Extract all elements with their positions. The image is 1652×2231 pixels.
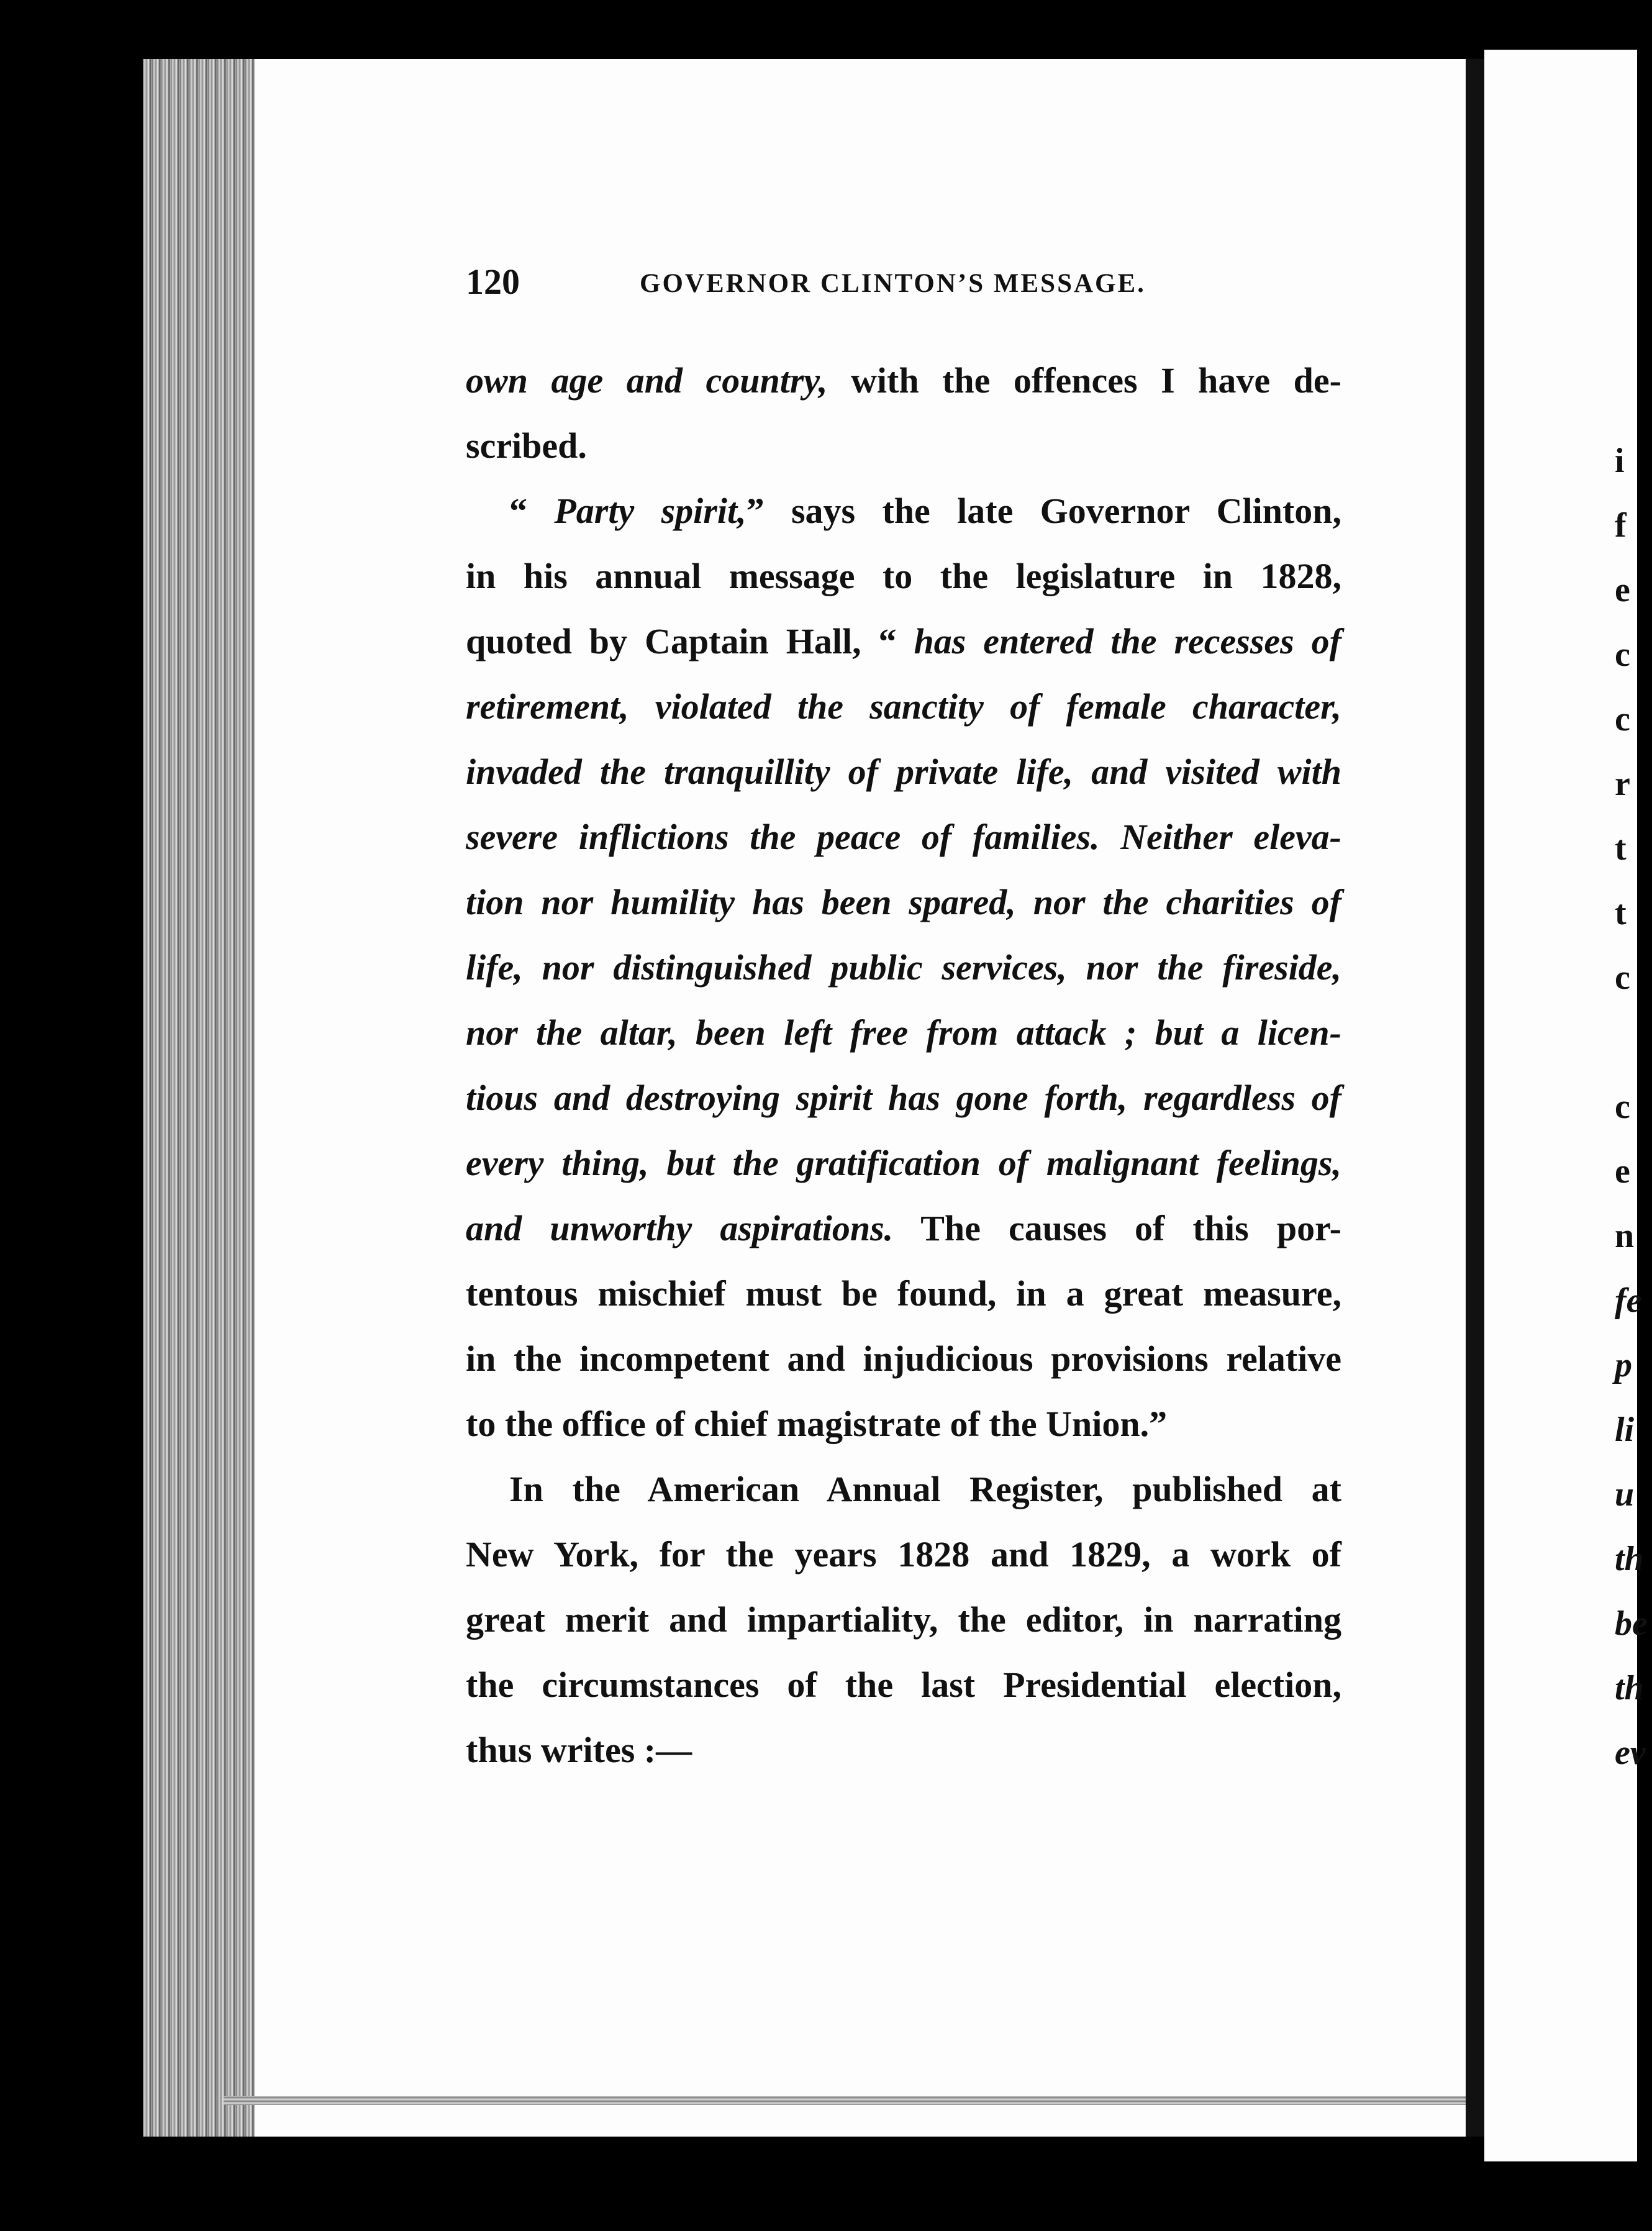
text-run: In the American Annual Register, published at: [509, 1469, 1341, 1509]
text-line: [466, 1196, 1341, 1261]
facing-page-fragment: t: [1615, 894, 1627, 932]
facing-page-fragment: c: [1615, 635, 1630, 674]
text-line: [466, 609, 1341, 674]
text-run: to the office of chief magistrate of the Union.”: [466, 1404, 1168, 1444]
text-run: nor the altar, been left free from attack ; but a licen-: [466, 1012, 1341, 1053]
text-run: severe inflictions the peace of families. Neither eleva-: [466, 817, 1341, 857]
facing-page-text-fragment: [1615, 429, 1652, 1785]
text-line: [466, 739, 1341, 804]
text-line: [466, 1000, 1341, 1065]
facing-page-fragment: e: [1615, 571, 1630, 609]
facing-page-fragment: c: [1615, 1088, 1630, 1126]
body-text: [466, 348, 1341, 1783]
facing-page-fragment: i: [1615, 442, 1625, 480]
facing-page-fragment: f: [1615, 506, 1627, 545]
facing-page-fragment: c: [1615, 958, 1630, 997]
text-run: retirement, violated the sanctity of female character,: [466, 686, 1341, 727]
text-run: and unworthy aspirations.: [466, 1208, 894, 1248]
facing-page-fragment: be: [1615, 1604, 1648, 1643]
running-title: GOVERNOR CLINTON’S MESSAGE.: [640, 269, 1146, 298]
text-run: with the offences I have de-: [827, 360, 1341, 401]
text-line: [466, 1652, 1341, 1717]
text-line: [466, 478, 1341, 543]
facing-page-fragment: p: [1615, 1346, 1632, 1384]
text-line: [466, 543, 1341, 609]
text-line: [466, 1261, 1341, 1326]
facing-page-fragment: ev: [1615, 1733, 1646, 1772]
text-run: New York, for the years 1828 and 1829, a work of: [466, 1534, 1341, 1574]
text-line: [466, 1391, 1341, 1456]
text-run: ” says the late Governor Clinton,: [746, 491, 1342, 531]
text-line: [466, 1717, 1341, 1783]
facing-page-fragment: n: [1615, 1217, 1635, 1255]
text-run: Party spirit,: [554, 491, 747, 531]
page-edges: [143, 59, 261, 2137]
book-gutter: [1466, 59, 1484, 2137]
text-line: [466, 1130, 1341, 1196]
text-line: [466, 1326, 1341, 1391]
facing-page-fragment: th: [1615, 1669, 1644, 1707]
text-run: scribed.: [466, 425, 587, 466]
text-line: [466, 1065, 1341, 1130]
text-line: [466, 935, 1341, 1000]
text-run: has entered the recesses of: [914, 621, 1342, 661]
facing-page-fragment: t: [1615, 829, 1627, 868]
text-run: tious and destroying spirit has gone forth, regardless of: [466, 1078, 1341, 1118]
text-line: [466, 674, 1341, 739]
text-run: in the incompetent and injudicious provisions relative: [466, 1338, 1341, 1379]
text-run: quoted by Captain Hall, “: [466, 621, 914, 661]
facing-page-fragment: [1615, 1010, 1652, 1075]
text-run: every thing, but the gratification of malignant feelings,: [466, 1143, 1341, 1183]
text-line: [466, 413, 1341, 478]
text-run: the circumstances of the last Presidential election,: [466, 1665, 1341, 1705]
facing-page-fragment: u: [1615, 1475, 1635, 1514]
text-run: life, nor distinguished public services, nor the fireside,: [466, 947, 1341, 988]
text-line: [466, 1456, 1341, 1522]
text-run: own age and country,: [466, 360, 828, 401]
facing-page-fragment: th: [1615, 1540, 1644, 1578]
text-line: [466, 348, 1341, 413]
text-run: tentous mischief must be found, in a great measure,: [466, 1273, 1341, 1314]
text-line: [466, 1587, 1341, 1652]
text-run: in his annual message to the legislature in 1828,: [466, 556, 1341, 596]
text-run: The causes of this por-: [893, 1208, 1341, 1248]
facing-page-fragment: c: [1615, 700, 1630, 738]
text-run: thus writes :—: [466, 1730, 692, 1770]
text-line: [466, 1522, 1341, 1587]
text-line: [466, 804, 1341, 870]
text-run: tion nor humility has been spared, nor the charities of: [466, 882, 1341, 922]
text-run: invaded the tranquillity of private life, and visited with: [466, 752, 1341, 792]
facing-page-fragment: fe: [1615, 1281, 1642, 1320]
facing-page-fragment: r: [1615, 765, 1630, 803]
page-number: 120: [466, 261, 520, 302]
running-head: [466, 261, 1168, 311]
text-run: “: [509, 491, 555, 531]
text-run: great merit and impartiality, the editor, in narrating: [466, 1599, 1341, 1640]
page-bottom-edge: [224, 2096, 1472, 2105]
facing-page-fragment: e: [1615, 1152, 1630, 1191]
text-line: [466, 870, 1341, 935]
facing-page-fragment: li: [1615, 1411, 1635, 1449]
